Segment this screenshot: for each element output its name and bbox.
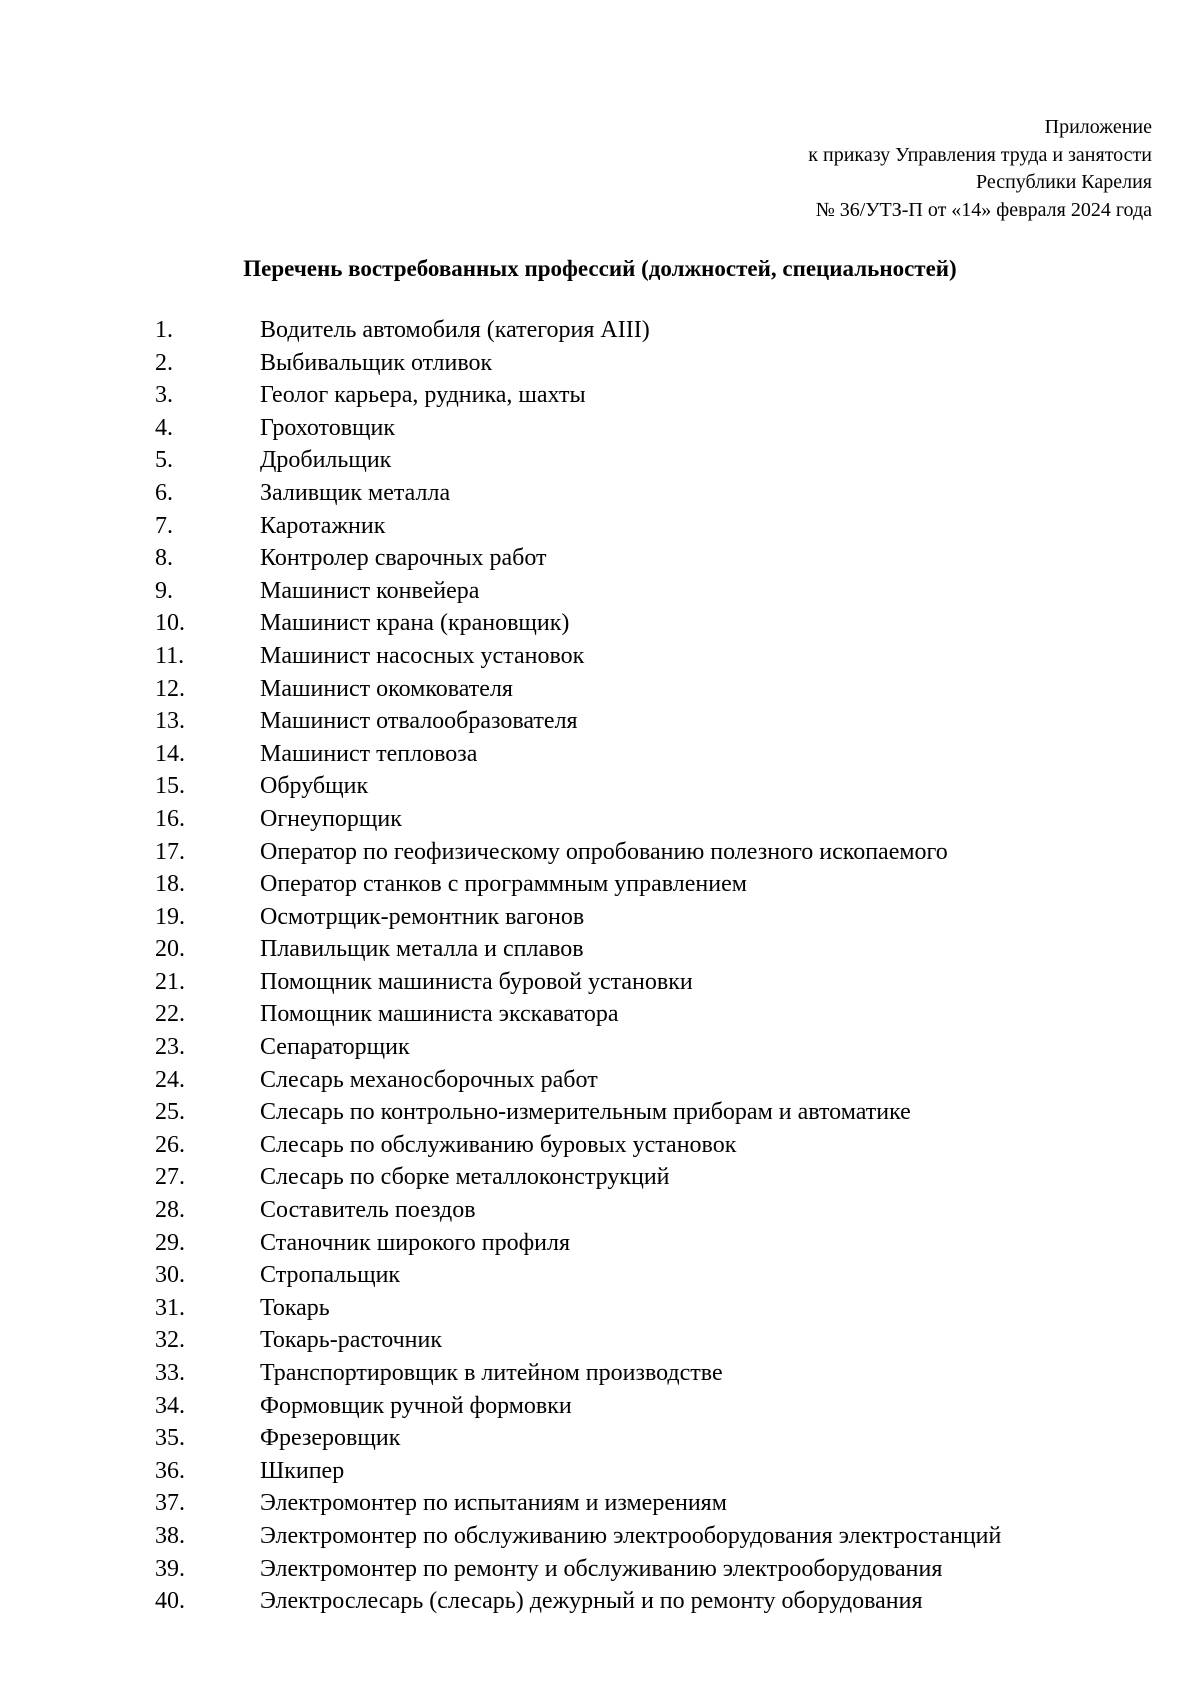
item-text: Машинист конвейера — [260, 577, 480, 604]
annex-line: № 36/УТЗ-П от «14» февраля 2024 года — [815, 198, 1152, 221]
item-number: 36. — [155, 1457, 185, 1484]
annex-line: Республики Карелия — [975, 171, 1152, 193]
item-text: Электромонтер по ремонту и обслуживанию электрооборудования — [260, 1555, 943, 1582]
item-number: 33. — [155, 1360, 185, 1386]
item-text: Токарь-расточник — [260, 1327, 443, 1354]
item-text: Каротажник — [260, 512, 386, 539]
item-text: Токарь — [260, 1294, 330, 1321]
item-number: 25. — [155, 1099, 185, 1126]
item-number: 8. — [155, 545, 173, 572]
item-text: Оператор по геофизическому опробованию полезного ископаемого — [260, 838, 948, 865]
item-text: Транспортировщик в литейном производстве — [260, 1360, 723, 1386]
item-text: Машинист крана (крановщик) — [260, 610, 570, 637]
list-item — [0, 1585, 1200, 1618]
item-text: Шкипер — [260, 1457, 345, 1484]
item-text: Слесарь механосборочных работ — [260, 1066, 598, 1093]
item-text: Плавильщик металла и сплавов — [260, 936, 584, 963]
item-text: Электрослесарь (слесарь) дежурный и по ремонту оборудования — [260, 1588, 923, 1615]
item-text: Огнеупорщик — [260, 805, 402, 832]
list-item — [0, 412, 1200, 445]
list-item — [0, 1161, 1200, 1194]
list-item — [0, 705, 1200, 738]
item-text: Грохотовщик — [260, 414, 396, 441]
list-item — [0, 1520, 1200, 1553]
item-text: Водитель автомобиля (категория AIII) — [260, 317, 650, 343]
item-number: 4. — [155, 414, 173, 441]
item-number: 9. — [155, 577, 173, 604]
item-text: Заливщик металла — [260, 479, 451, 506]
item-number: 38. — [155, 1522, 185, 1549]
item-number: 19. — [155, 903, 185, 930]
list-item — [0, 1031, 1200, 1064]
item-number: 34. — [155, 1392, 185, 1419]
list-item — [0, 998, 1200, 1031]
list-item — [0, 1357, 1200, 1390]
list-item — [0, 1292, 1200, 1325]
list-item — [0, 1422, 1200, 1455]
annex-header — [452, 114, 1152, 224]
list-item — [0, 314, 1200, 347]
list-item — [0, 1259, 1200, 1292]
item-text: Обрубщик — [260, 773, 369, 800]
list-item — [0, 673, 1200, 706]
item-number: 2. — [155, 349, 173, 376]
list-item — [0, 379, 1200, 412]
annex-line: к приказу Управления труда и занятости — [808, 143, 1152, 166]
item-number: 16. — [155, 805, 185, 832]
list-item — [0, 901, 1200, 934]
item-number: 20. — [155, 936, 185, 963]
list-item — [0, 836, 1200, 869]
item-text: Помощник машиниста буровой установки — [260, 968, 693, 995]
item-text: Помощник машиниста экскаватора — [260, 1001, 619, 1028]
item-text: Оператор станков с программным управлением — [260, 871, 747, 898]
item-number: 24. — [155, 1066, 185, 1093]
item-number: 28. — [155, 1197, 185, 1224]
item-number: 11. — [155, 642, 185, 669]
list-item — [0, 444, 1200, 477]
list-item — [0, 770, 1200, 803]
list-item — [0, 477, 1200, 510]
item-number: 21. — [155, 968, 185, 995]
item-number: 15. — [155, 773, 185, 800]
item-number: 35. — [155, 1425, 185, 1452]
list-item — [0, 1487, 1200, 1520]
item-text: Слесарь по контрольно-измерительным приборам и автоматике — [260, 1099, 911, 1126]
list-item — [0, 1324, 1200, 1357]
item-number: 3. — [155, 382, 173, 409]
item-text: Стропальщик — [260, 1262, 401, 1289]
list-item — [0, 1390, 1200, 1423]
item-text: Фрезеровщик — [260, 1425, 401, 1452]
list-item — [0, 1553, 1200, 1586]
list-item — [0, 1129, 1200, 1162]
item-text: Осмотрщик-ремонтник вагонов — [260, 903, 585, 930]
list-item — [0, 1064, 1200, 1097]
list-item — [0, 607, 1200, 640]
list-item — [0, 510, 1200, 543]
item-number: 7. — [155, 512, 173, 539]
item-text: Станочник широкого профиля — [260, 1229, 571, 1256]
item-number: 5. — [155, 447, 173, 474]
annex-line: Приложение — [1044, 116, 1152, 138]
item-text: Машинист тепловоза — [260, 740, 478, 767]
item-text: Слесарь по обслуживанию буровых установок — [260, 1131, 737, 1158]
list-item — [0, 1096, 1200, 1129]
item-number: 12. — [155, 675, 185, 702]
list-item — [0, 868, 1200, 901]
item-number: 32. — [155, 1327, 185, 1354]
item-number: 22. — [155, 1001, 185, 1028]
document-title: Перечень востребованных профессий (должностей, специальностей) — [243, 256, 957, 281]
item-text: Электромонтер по испытаниям и измерениям — [260, 1490, 727, 1517]
item-text: Электромонтер по обслуживанию электрооборудования электростанций — [260, 1522, 1002, 1549]
item-number: 6. — [155, 479, 173, 506]
list-item — [0, 640, 1200, 673]
list-item — [0, 966, 1200, 999]
item-text: Сепараторщик — [260, 1034, 410, 1061]
item-number: 29. — [155, 1229, 185, 1256]
list-item — [0, 542, 1200, 575]
item-text: Геолог карьера, рудника, шахты — [260, 382, 586, 409]
item-number: 31. — [155, 1294, 185, 1321]
item-number: 14. — [155, 740, 185, 767]
item-text: Машинист окомкователя — [260, 675, 513, 702]
list-item — [0, 1455, 1200, 1488]
item-number: 37. — [155, 1490, 185, 1517]
item-number: 40. — [155, 1588, 185, 1615]
list-item — [0, 575, 1200, 608]
item-number: 17. — [155, 838, 185, 865]
item-text: Слесарь по сборке металлоконструкций — [260, 1164, 670, 1191]
item-text: Машинист отвалообразователя — [260, 708, 578, 735]
list-item — [0, 933, 1200, 966]
list-item — [0, 738, 1200, 771]
item-text: Машинист насосных установок — [260, 642, 585, 669]
item-number: 23. — [155, 1034, 185, 1061]
item-number: 18. — [155, 871, 185, 898]
list-item — [0, 1227, 1200, 1260]
list-item — [0, 1194, 1200, 1227]
item-number: 27. — [155, 1164, 185, 1191]
list-item — [0, 347, 1200, 380]
list-item — [0, 803, 1200, 836]
item-number: 13. — [155, 708, 185, 735]
item-text: Контролер сварочных работ — [260, 545, 547, 572]
profession-list — [0, 314, 1200, 1618]
item-text: Составитель поездов — [260, 1197, 476, 1224]
item-text: Формовщик ручной формовки — [260, 1392, 572, 1419]
item-number: 39. — [155, 1555, 185, 1582]
item-number: 1. — [155, 317, 173, 343]
item-text: Выбивальщик отливок — [260, 349, 493, 376]
item-number: 10. — [155, 610, 185, 637]
item-number: 30. — [155, 1262, 185, 1289]
item-text: Дробильщик — [260, 447, 392, 474]
item-number: 26. — [155, 1131, 185, 1158]
